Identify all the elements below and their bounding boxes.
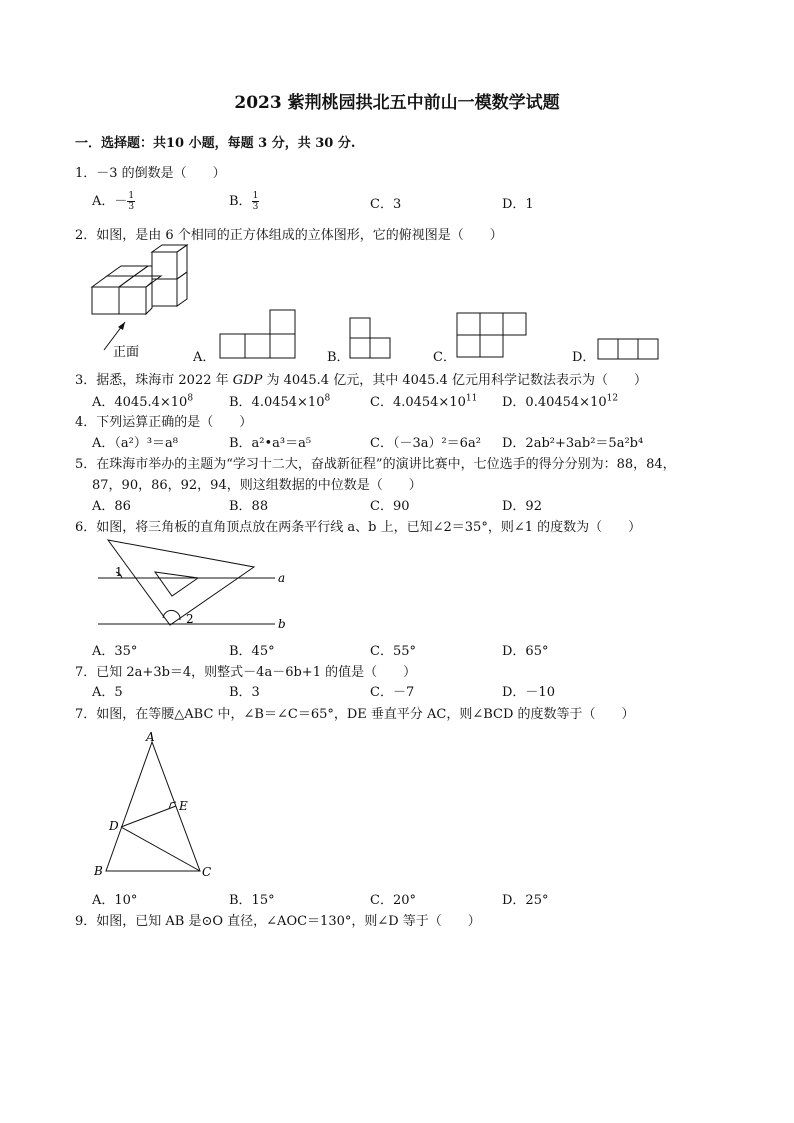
question-7a-option-a[interactable]: A．5 — [92, 685, 123, 700]
fraction-numerator: 1 — [252, 191, 259, 201]
question-7a-option-b[interactable]: B．3 — [229, 685, 260, 700]
question-2-option-d[interactable]: D． — [572, 350, 596, 365]
question-4-stem: 4．下列运算正确的是（ ） — [75, 415, 253, 430]
question-7b-option-c[interactable]: C．20° — [370, 893, 416, 908]
angle-2-label: 2 — [186, 612, 194, 626]
line-a-label: a — [278, 571, 286, 585]
question-6-stem: 6．如图，将三角板的直角顶点放在两条平行线 a、b 上，已知∠2＝35°，则∠1 的度数为（ ） — [75, 520, 642, 535]
question-4-option-b[interactable]: B．a²•a³＝a⁵ — [229, 436, 312, 451]
point-e-label: E — [179, 799, 188, 813]
point-d-label: D — [109, 819, 119, 833]
question-7b-option-b[interactable]: B．15° — [229, 893, 275, 908]
stem-gdp: GDP — [232, 373, 263, 388]
question-1-option-c[interactable]: C．3 — [370, 197, 402, 212]
question-7a-stem: 7．已知 2a+3b＝4，则整式－4a－6b+1 的值是（ ） — [75, 665, 417, 680]
stem-text: 为 4045.4 亿元，其中 4045.4 亿元用科学记数法表示为（ ） — [262, 373, 647, 388]
point-c-label: C — [202, 865, 212, 879]
question-7b-option-a[interactable]: A．10° — [92, 893, 138, 908]
question-2-option-a[interactable]: A． — [193, 350, 216, 365]
question-7b-option-d[interactable]: D．25° — [502, 893, 549, 908]
question-1-stem: 1．－3 的倒数是（ ） — [75, 166, 226, 181]
question-7a-option-d[interactable]: D．－10 — [502, 685, 555, 700]
question-5-option-a[interactable]: A．86 — [92, 499, 131, 514]
question-2-option-b[interactable]: B． — [327, 350, 350, 365]
question-1-option-d[interactable]: D．1 — [502, 197, 534, 212]
question-4-option-c[interactable]: C．（－3a）²＝6a² — [370, 436, 481, 451]
fraction-denominator: 3 — [128, 202, 135, 212]
exponent: 11 — [465, 393, 478, 404]
option-b-label: B． — [229, 194, 252, 209]
question-5-option-c[interactable]: C．90 — [370, 499, 410, 514]
line-b-label: b — [278, 617, 286, 631]
exponent: 8 — [187, 393, 194, 404]
option-text: B．4.0454×10 — [229, 395, 325, 410]
question-5-option-b[interactable]: B．88 — [229, 499, 269, 514]
question-2-stem: 2．如图，是由 6 个相同的正方体组成的立体图形，它的俯视图是（ ） — [75, 228, 503, 243]
question-6-option-b[interactable]: B．45° — [229, 644, 275, 659]
point-a-label: A — [146, 730, 155, 744]
front-label: 正面 — [113, 345, 140, 360]
fraction-denominator: 3 — [252, 202, 259, 212]
question-5-stem-line2: 87，90，86，92，94，则这组数据的中位数是（ ） — [92, 478, 422, 493]
question-7a-option-c[interactable]: C．－7 — [370, 685, 415, 700]
question-4-option-a[interactable]: A．（a²）³＝a⁸ — [92, 436, 179, 451]
stem-text: 3．据悉，珠海市 2022 年 — [75, 373, 233, 388]
exponent: 8 — [324, 393, 331, 404]
question-6-option-c[interactable]: C．55° — [370, 644, 416, 659]
section-header: 一．选择题：共10 小题，每题 3 分，共 30 分. — [75, 136, 356, 151]
fraction-numerator: 1 — [128, 191, 135, 201]
exponent: 12 — [606, 393, 619, 404]
option-text: D．0.40454×10 — [502, 395, 607, 410]
page-title: 2023 紫荆桃园拱北五中前山一模数学试题 — [234, 93, 560, 113]
question-5-stem-line1: 5．在珠海市举办的主题为“学习十二大，奋战新征程”的演讲比赛中，七位选手的得分分别为：88，84， — [75, 457, 676, 472]
option-text: C．4.0454×10 — [370, 395, 466, 410]
angle-1-label: 1 — [115, 565, 123, 579]
question-7b-stem: 7．如图，在等腰△ABC 中，∠B＝∠C＝65°，DE 垂直平分 AC，则∠BCD 的度数等于（ ） — [75, 707, 635, 722]
question-4-option-d[interactable]: D．2ab²+3ab²＝5a²b⁴ — [502, 436, 644, 451]
question-9-stem: 9．如图，已知 AB 是⊙O 直径，∠AOC＝130°，则∠D 等于（ ） — [75, 914, 481, 929]
question-6-option-a[interactable]: A．35° — [92, 644, 138, 659]
question-6-option-d[interactable]: D．65° — [502, 644, 549, 659]
option-a-label: A．－ — [92, 194, 128, 209]
question-5-option-d[interactable]: D．92 — [502, 499, 542, 514]
option-text: A．4045.4×10 — [92, 395, 188, 410]
question-2-option-c[interactable]: C． — [433, 350, 456, 365]
point-b-label: B — [94, 864, 103, 878]
